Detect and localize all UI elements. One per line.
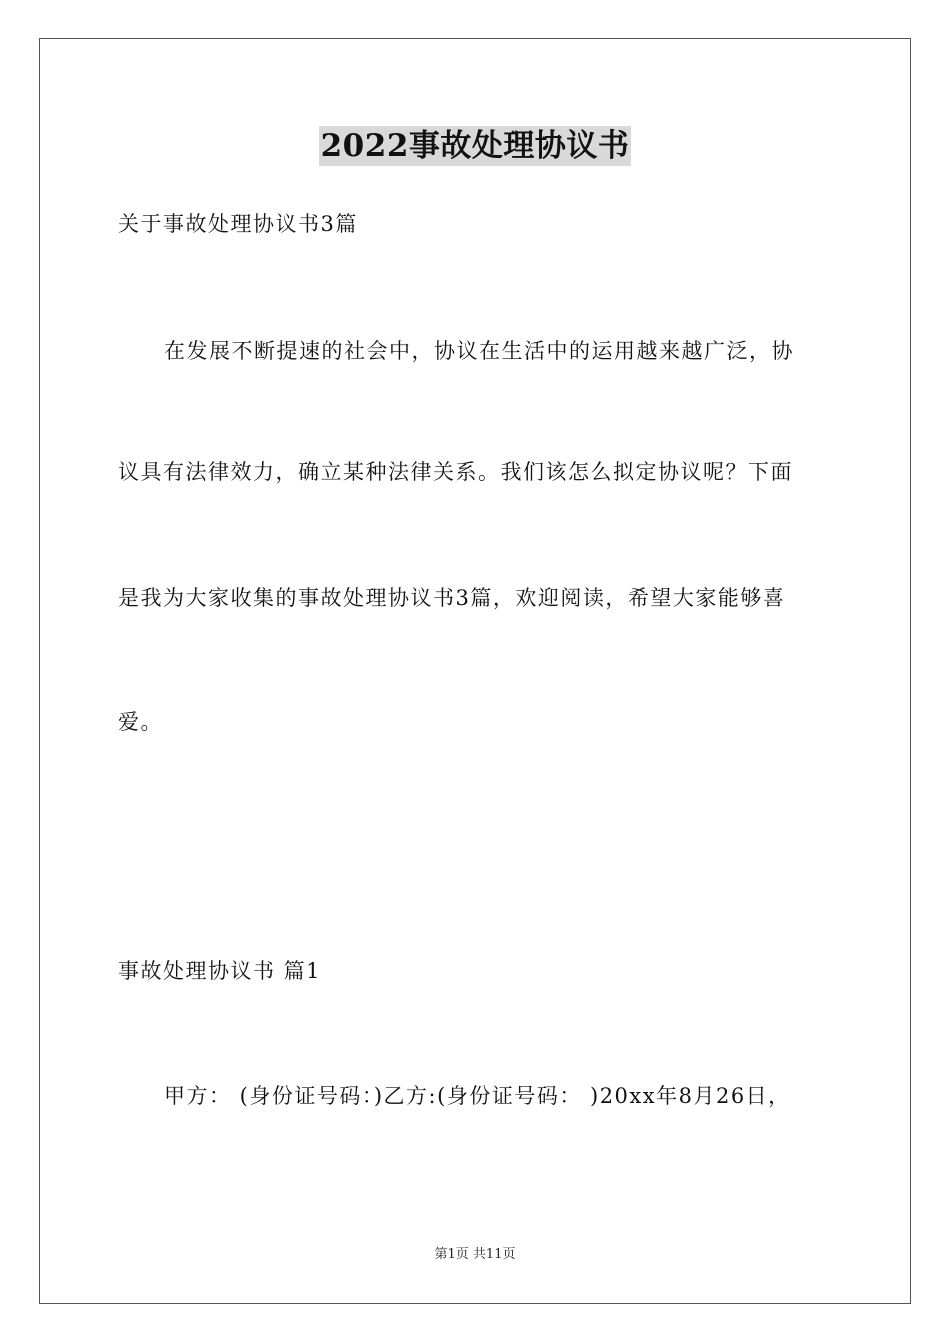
section-heading: 事故处理协议书 篇1 — [118, 959, 322, 983]
document-title: 2022事故处理协议书 — [320, 128, 630, 164]
page-footer: 第1页 共11页 — [434, 1247, 516, 1262]
title-container — [0, 126, 950, 166]
party-line: 甲方： (身份证号码：)乙方:(身份证号码： )20xx年8月26日， — [164, 1084, 791, 1108]
intro-line-3: 是我为大家收集的事故处理协议书3篇，欢迎阅读，希望大家能够喜 — [118, 586, 786, 610]
intro-line-1: 在发展不断提速的社会中，协议在生活中的运用越来越广泛，协 — [164, 339, 794, 363]
intro-line-4: 爱。 — [118, 710, 163, 734]
intro-line-2: 议具有法律效力，确立某种法律关系。我们该怎么拟定协议呢？下面 — [118, 460, 793, 484]
document-subtitle: 关于事故处理协议书3篇 — [118, 212, 358, 236]
